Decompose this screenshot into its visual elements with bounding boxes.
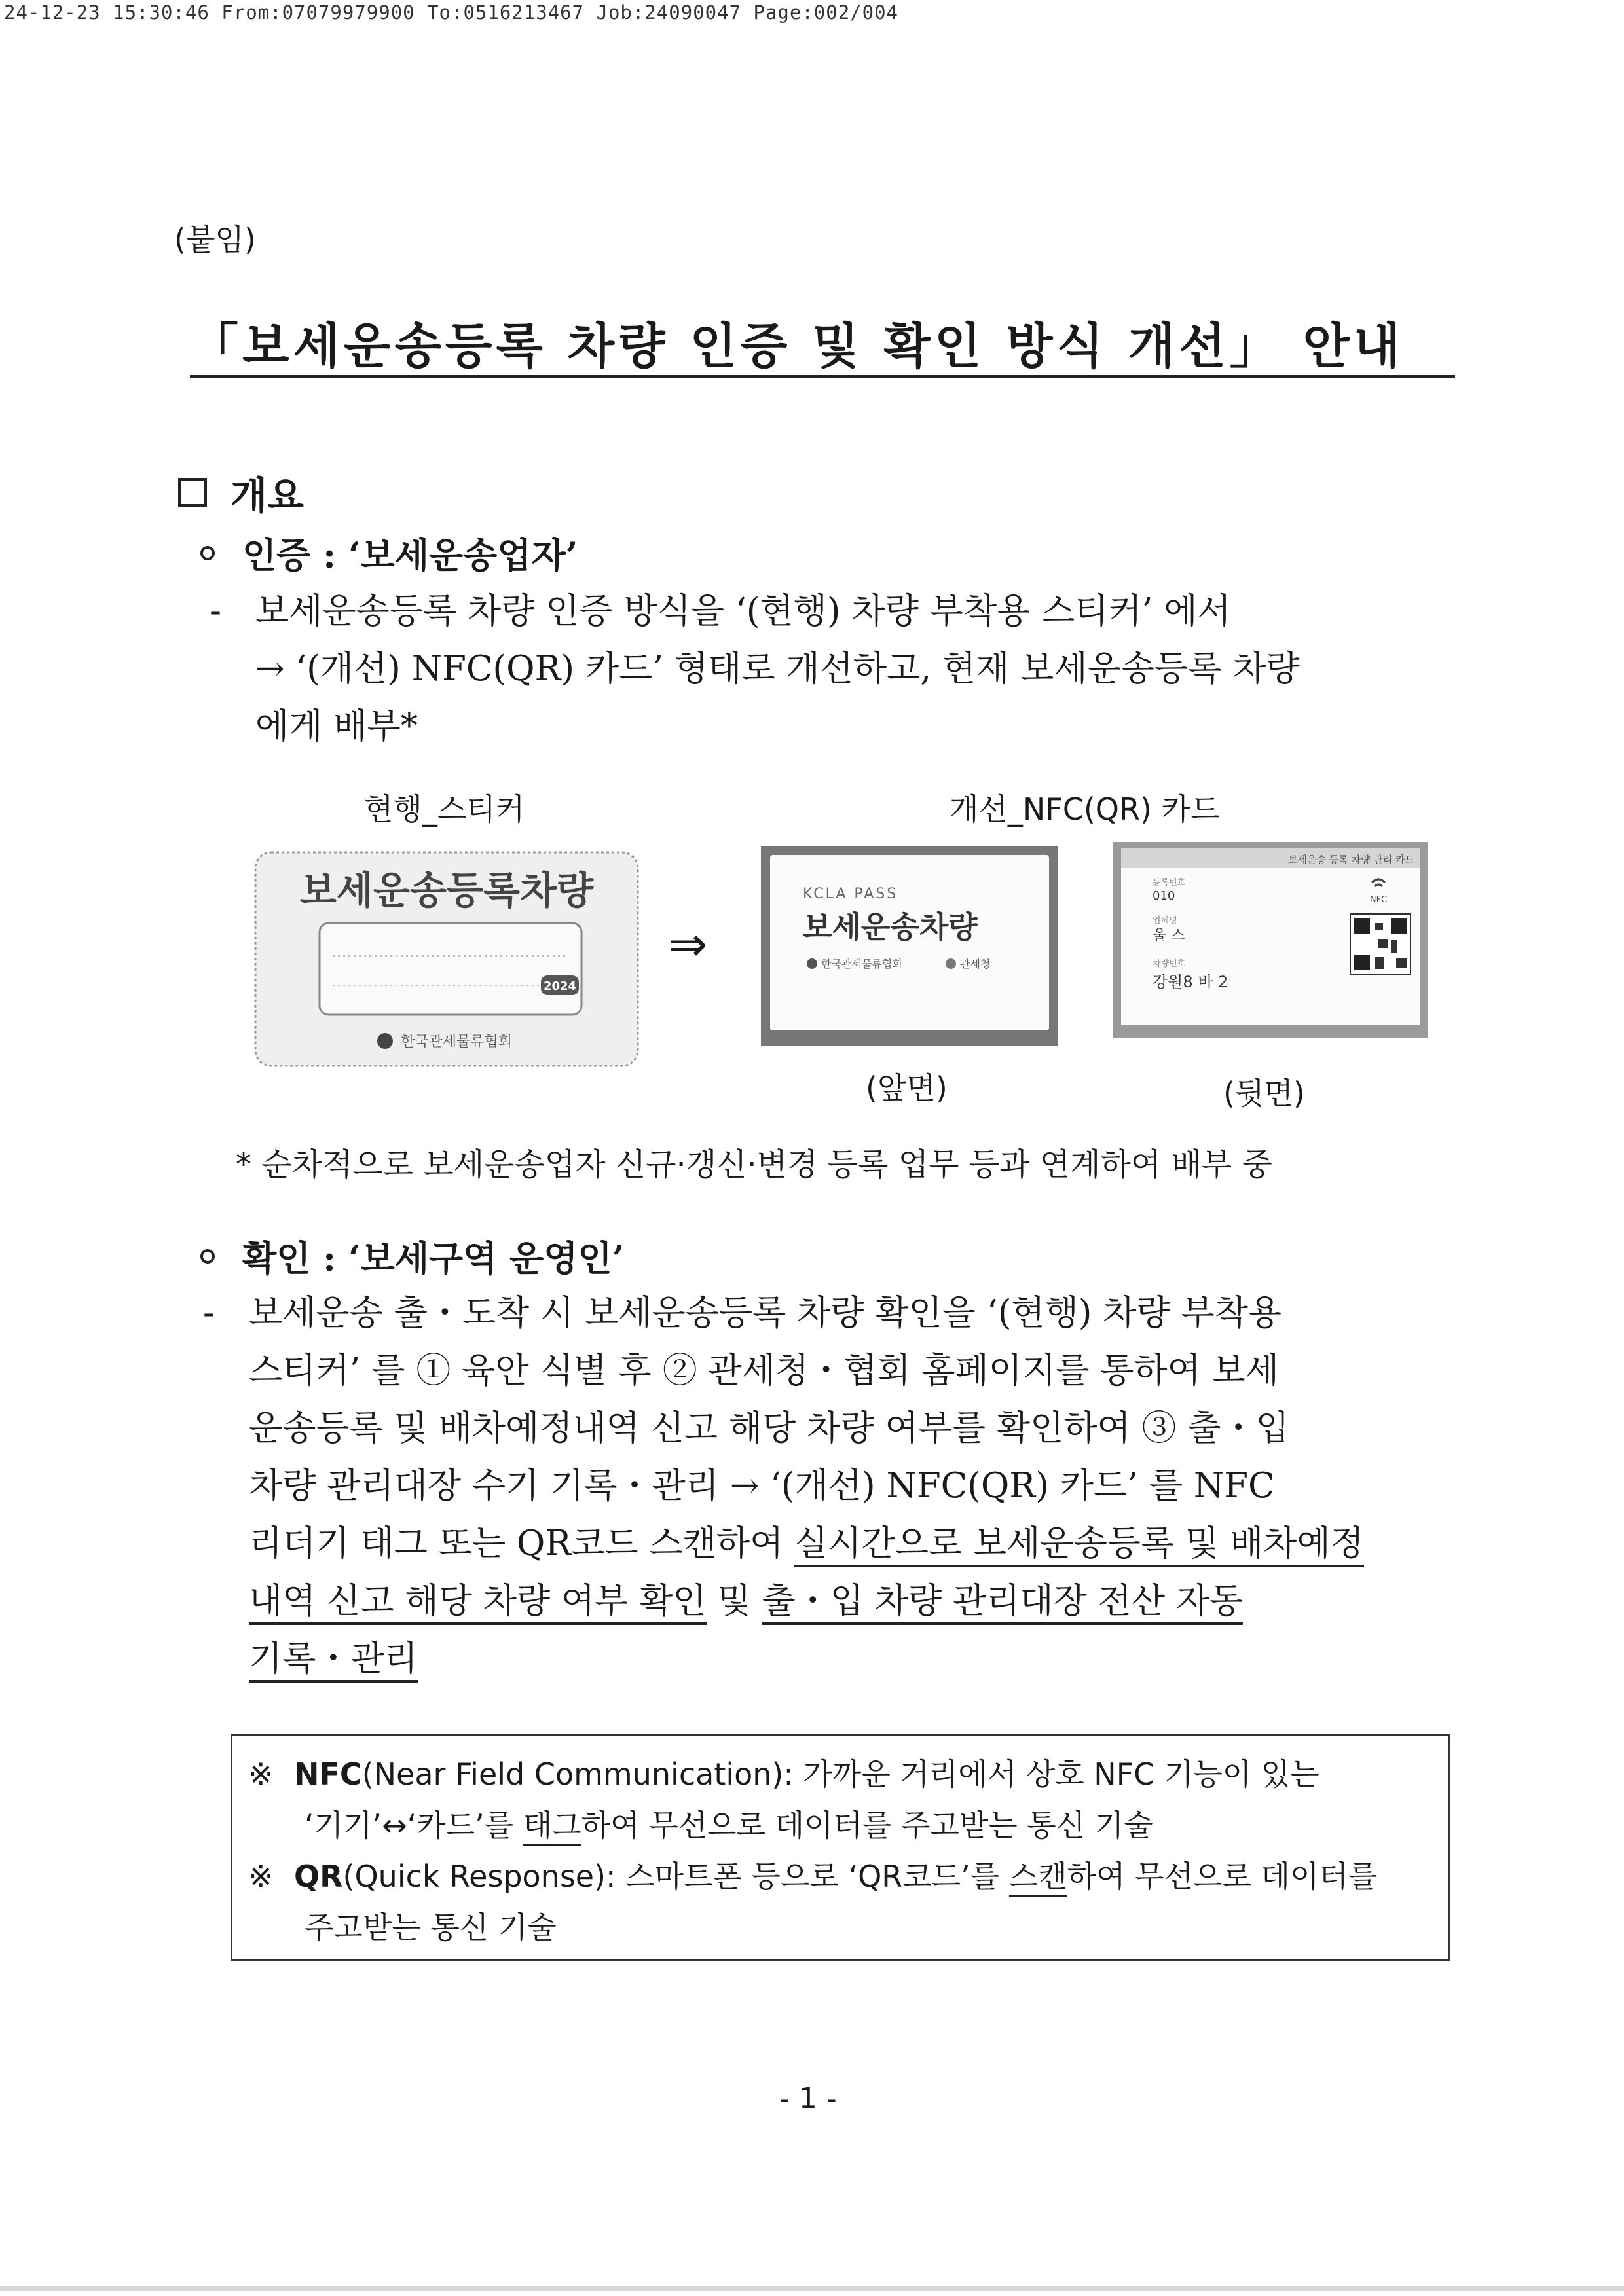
current-sticker-label: 현행_스티커 <box>364 792 525 827</box>
sticker-image <box>254 851 639 1067</box>
card-front-image <box>761 846 1058 1046</box>
reference-mark: ※ <box>248 1859 274 1894</box>
nfc-label: NFC <box>1369 895 1388 905</box>
qr-text: (Quick Response): 스마트폰 등으로 ‘QR코드’를 <box>342 1859 1009 1894</box>
org-logo-icon <box>807 958 817 969</box>
cert-heading-text: 인증 : ‘보세운송업자’ <box>242 534 578 576</box>
sticker-badge: 2024 <box>543 979 577 993</box>
circle-bullet-icon <box>200 1249 215 1264</box>
logo-icon <box>377 1033 393 1049</box>
confirm-underlined-text: 실시간으로 보세운송등록 및 배차예정 <box>794 1523 1364 1567</box>
page-number: - 1 - <box>779 2082 837 2115</box>
qr-text: 주고받는 통신 기술 <box>304 1910 557 1945</box>
dash-bullet: - <box>210 591 221 631</box>
confirm-line: 차량 관리대장 수기 기록・관리 → ‘(개선) NFC(QR) 카드’ 를 NFC <box>249 1466 1275 1506</box>
confirm-underlined-text: 출・입 차량 관리대장 전산 자동 <box>762 1581 1244 1625</box>
qr-definition-cont <box>248 1902 1432 1953</box>
cert-line: 보세운송등록 차량 인증 방식을 ‘(현행) 차량 부착용 스티커’ 에서 <box>255 591 1231 631</box>
card-back-header: 보세운송 등록 차량 관리 카드 <box>1288 854 1414 866</box>
nfc-underlined: 태그 <box>523 1808 581 1846</box>
confirm-line: 운송등록 및 배차예정내역 신고 해당 차량 여부를 확인하여 ③ 출・입 <box>249 1408 1289 1448</box>
circle-bullet-icon <box>200 546 215 560</box>
card-front-title: 보세운송차량 <box>803 909 978 945</box>
confirm-underlined-text: 내역 신고 해당 차량 여부 확인 <box>249 1581 707 1625</box>
card-field-label: 업체명 <box>1153 916 1177 926</box>
card-front-caption: (앞면) <box>866 1070 948 1106</box>
distribution-note: * 순차적으로 보세운송업자 신규·갱신·변경 등록 업무 등과 연계하여 배부 중 <box>236 1146 1272 1183</box>
card-field-value: 010 <box>1153 889 1175 903</box>
confirm-line: 및 <box>706 1581 762 1621</box>
section-heading <box>178 465 304 520</box>
dash-bullet: - <box>203 1293 215 1333</box>
card-brand: KCLA PASS <box>803 886 898 902</box>
card-field-value: 울 스 <box>1153 928 1185 944</box>
card-back-caption: (뒷면) <box>1223 1076 1305 1111</box>
qr-code-icon <box>1350 914 1411 974</box>
card-field-label: 등록번호 <box>1153 878 1186 888</box>
cert-paragraph <box>210 583 1300 756</box>
confirm-line: 보세운송 출・도착 시 보세운송등록 차량 확인을 ‘(현행) 차량 부착용 <box>249 1293 1282 1333</box>
attachment-label: (붙임) <box>174 222 256 257</box>
sticker-org: 한국관세물류협회 <box>401 1034 513 1050</box>
reference-mark: ※ <box>248 1757 274 1792</box>
nfc-text: ‘기기’↔‘카드’를 <box>304 1808 523 1843</box>
nfc-definition-cont <box>248 1800 1432 1851</box>
nfc-text: 하여 무선으로 데이터를 주고받는 통신 기술 <box>581 1808 1153 1843</box>
confirm-heading-text: 확인 : ‘보세구역 운영인’ <box>242 1237 625 1279</box>
qr-abbr: QR <box>294 1859 343 1894</box>
nfc-text: (Near Field Communication): 가까운 거리에서 상호 NFC 기능이 있는 <box>361 1757 1320 1792</box>
card-field-value: 강원8 바 2 <box>1153 973 1228 991</box>
arrow-icon: ⇒ <box>668 917 708 972</box>
confirm-underlined-text: 기록・관리 <box>249 1639 418 1683</box>
card-org2: 관세청 <box>960 958 991 970</box>
qr-text: 하여 무선으로 데이터를 <box>1067 1859 1378 1894</box>
sticker-title: 보세운송등록차량 <box>299 868 594 913</box>
qr-definition <box>248 1851 1432 1902</box>
scan-edge <box>0 2286 1624 2291</box>
confirm-line: 스티커’ 를 ① 육안 식별 후 ② 관세청・협회 홈페이지를 통하여 보세 <box>249 1351 1280 1391</box>
title-underline <box>190 375 1455 378</box>
qr-underlined: 스캔 <box>1009 1859 1067 1897</box>
cert-line: 에게 배부* <box>255 706 418 746</box>
cert-heading <box>200 528 578 578</box>
card-org1: 한국관세물류협회 <box>821 958 902 970</box>
confirm-heading <box>200 1231 624 1281</box>
nfc-definition <box>248 1749 1432 1800</box>
section-title: 개요 <box>231 473 304 518</box>
confirm-line: 리더기 태그 또는 QR코드 스캔하여 <box>249 1523 795 1563</box>
confirm-paragraph <box>203 1285 1364 1688</box>
card-back-image <box>1113 842 1428 1038</box>
definition-box <box>231 1734 1450 1961</box>
fax-header: 24-12-23 15:30:46 From:07079979900 To:0516213467 Job:24090047 Page:002/004 <box>4 1 899 24</box>
customs-logo-icon <box>946 958 956 969</box>
card-field-label: 차량번호 <box>1153 959 1186 969</box>
cert-line: → ‘(개선) NFC(QR) 카드’ 형태로 개선하고, 현재 보세운송등록 차량 <box>255 649 1300 689</box>
improved-card-label: 개선_NFC(QR) 카드 <box>950 792 1220 827</box>
nfc-abbr: NFC <box>294 1757 362 1792</box>
page-title: 「보세운송등록 차량 인증 및 확인 방식 개선」 안내 <box>190 318 1405 374</box>
checkbox-square-icon <box>178 478 207 507</box>
